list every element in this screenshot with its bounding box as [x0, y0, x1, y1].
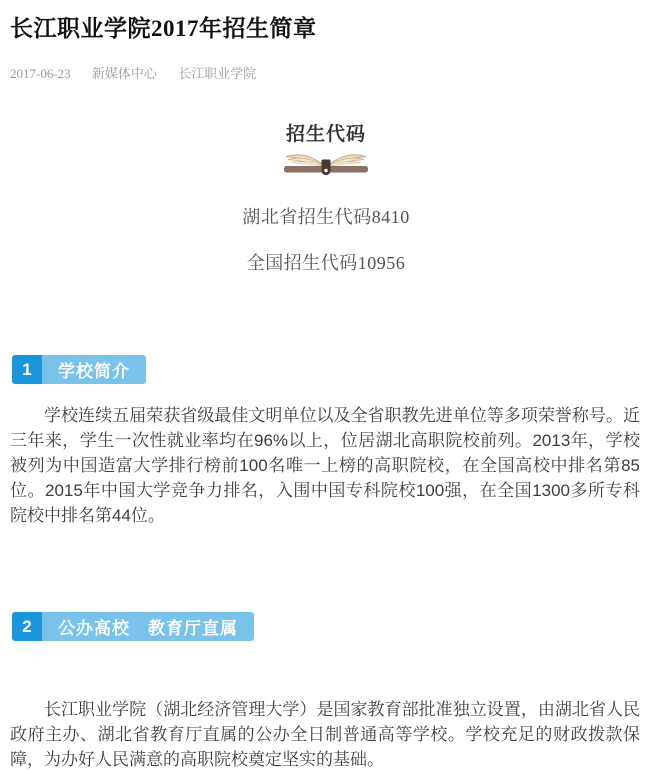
section-paragraph-2: 长江职业学院（湖北经济管理大学）是国家教育部批准独立设置，由湖北省人民政府主办、湖北省教育厅直属的公办全日制普通高等学校。学校充足的财政拨款保障，为办好人民满意的高职院校奠定坚实的基础。 [10, 700, 640, 769]
admission-code-section [0, 119, 652, 275]
source-name: 长江职业学院 [178, 66, 257, 81]
publish-date: 2017-06-23 [10, 66, 71, 81]
province-code-line: 湖北省招生代码8410 [242, 207, 410, 227]
section-number: 2 [12, 612, 42, 641]
section-number: 1 [12, 355, 42, 384]
admission-code-heading: 招生代码 [285, 124, 366, 145]
section-badge-2 [12, 612, 254, 641]
section-label: 公办高校 教育厅直属 [42, 612, 254, 641]
author-name: 新媒体中心 [91, 66, 157, 81]
article-page [0, 14, 652, 769]
national-code-line: 全国招生代码10956 [246, 253, 406, 273]
article-meta [10, 63, 652, 82]
open-book-icon [0, 149, 652, 176]
section-badge-1 [12, 355, 146, 384]
section-label: 学校简介 [42, 355, 146, 384]
section-paragraph-1: 学校连续五届荣获省级最佳文明单位以及全省职教先进单位等多项荣誉称号。近三年来，学生一次性就业率均在96%以上，位居湖北高职院校前列。2013年，学校被列为中国造富大学排行榜前100名唯一上榜的高职院校，在全国高校中排名第85位。2015年中国大学竞争力排名，入围中国专科院校100强，在全国1300多所专科院校中排名第44位。 [10, 406, 640, 525]
page-title: 长江职业学院2017年招生简章 [10, 16, 317, 41]
